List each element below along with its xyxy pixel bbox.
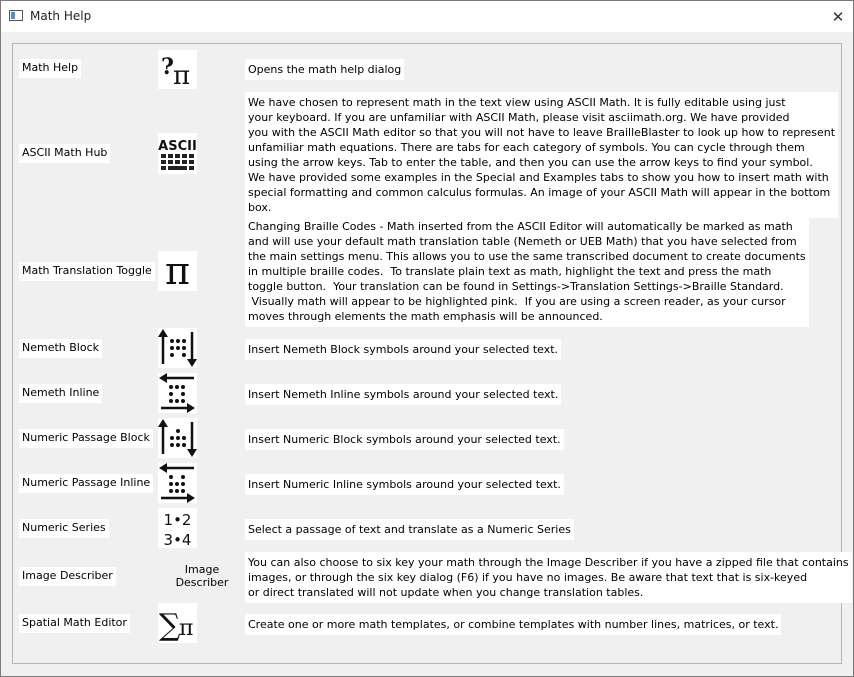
numeric-passage-inline-button[interactable] bbox=[158, 463, 197, 503]
row-label: Numeric Series bbox=[19, 519, 109, 538]
nemeth-inline-icon bbox=[158, 373, 197, 413]
pi-icon bbox=[158, 251, 197, 291]
row-description: Insert Numeric Block symbols around your selected text. bbox=[245, 429, 564, 450]
svg-text:π: π bbox=[179, 616, 194, 641]
svg-text:π: π bbox=[173, 61, 191, 89]
question-pi-icon bbox=[158, 50, 197, 89]
row-label: Numeric Passage Inline bbox=[19, 474, 153, 493]
row-description: You can also choose to six key your math through the Image Describer if you have a zipped file that contains images, or through the six key dialog (F6) if you have no images. Be aware that text that is six-keyed or direct translated will not update when you change translation tables. bbox=[245, 552, 852, 603]
image-describer-button[interactable]: Image Describer bbox=[158, 566, 246, 585]
row-label: Image Describer bbox=[19, 567, 116, 586]
row-description: Insert Nemeth Block symbols around your selected text. bbox=[245, 339, 561, 360]
svg-text:∑: ∑ bbox=[159, 608, 181, 643]
svg-text:π: π bbox=[165, 251, 190, 291]
ascii-math-hub-button[interactable] bbox=[158, 133, 197, 174]
math-help-group bbox=[12, 43, 849, 664]
row-label: Math Translation Toggle bbox=[19, 262, 155, 281]
row-description: Insert Numeric Inline symbols around your selected text. bbox=[245, 474, 564, 495]
row-description: Opens the math help dialog bbox=[245, 59, 404, 80]
svg-text:ASCII: ASCII bbox=[158, 139, 197, 154]
nemeth-block-button[interactable] bbox=[158, 328, 197, 368]
row-description: We have chosen to represent math in the text view using ASCII Math. It is fully editable using just your keyboard. If you are unfamiliar with ASCII Math, please visit asciimath.org. We have provided you with the ASCII Math editor so that you will not have to leave BrailleBlaster to look up how to represent unfamiliar math equations. There are tabs for each category of symbols. You can cycle through them using the arrow keys. Tab to enter the table, and then you can use the arrow keys to find your symbol. We have provided some examples in the Special and Examples tabs to show you how to insert math with special formatting and common calculus formulas. An image of your ASCII Math will appear in the bottom box. bbox=[245, 92, 838, 218]
nemeth-inline-button[interactable] bbox=[158, 373, 197, 413]
svg-text:1•2: 1•2 bbox=[163, 511, 192, 529]
math-help-button[interactable] bbox=[158, 50, 197, 89]
row-label: Spatial Math Editor bbox=[19, 614, 130, 633]
window-title: Math Help bbox=[30, 9, 92, 23]
row-label: Numeric Passage Block bbox=[19, 429, 153, 448]
numeric-series-button[interactable] bbox=[158, 508, 197, 548]
row-description: Create one or more math templates, or combine templates with number lines, matrices, or text. bbox=[245, 614, 781, 635]
math-translation-toggle-button[interactable] bbox=[158, 251, 197, 291]
sigma-pi-icon bbox=[158, 603, 197, 643]
title-bar bbox=[1, 1, 853, 32]
row-label: ASCII Math Hub bbox=[19, 144, 110, 163]
row-label: Math Help bbox=[19, 59, 81, 78]
app-window-icon bbox=[9, 10, 23, 21]
row-description: Changing Braille Codes - Math inserted from the ASCII Editor will automatically be marked as math and will use your default math translation table (Nemeth or UEB Math) that you have selected from the main settings menu. This allows you to use the same transcribed document to create documents in multiple braille codes. To translate plain text as math, highlight the text and press the math toggle button. Your translation can be found in Settings->Translation Settings->Braille Standard. Visually math will appear to be highlighted pink. If you are using a screen reader, as your cursor moves through elements the math emphasis will be announced. bbox=[245, 216, 809, 327]
row-label: Nemeth Block bbox=[19, 339, 102, 358]
numeric-block-icon bbox=[158, 418, 197, 458]
numeric-series-icon bbox=[158, 508, 197, 548]
row-label: Nemeth Inline bbox=[19, 384, 102, 403]
ascii-keyboard-icon bbox=[158, 133, 197, 174]
numeric-passage-block-button[interactable] bbox=[158, 418, 197, 458]
close-icon[interactable]: ✕ bbox=[831, 7, 845, 26]
svg-text:?: ? bbox=[161, 54, 174, 80]
svg-text:3•4: 3•4 bbox=[163, 531, 192, 548]
row-description: Insert Nemeth Inline symbols around your selected text. bbox=[245, 384, 561, 405]
row-description: Select a passage of text and translate as a Numeric Series bbox=[245, 519, 574, 540]
spatial-math-editor-button[interactable] bbox=[158, 603, 197, 643]
nemeth-block-icon bbox=[158, 328, 197, 368]
numeric-inline-icon bbox=[158, 463, 197, 503]
